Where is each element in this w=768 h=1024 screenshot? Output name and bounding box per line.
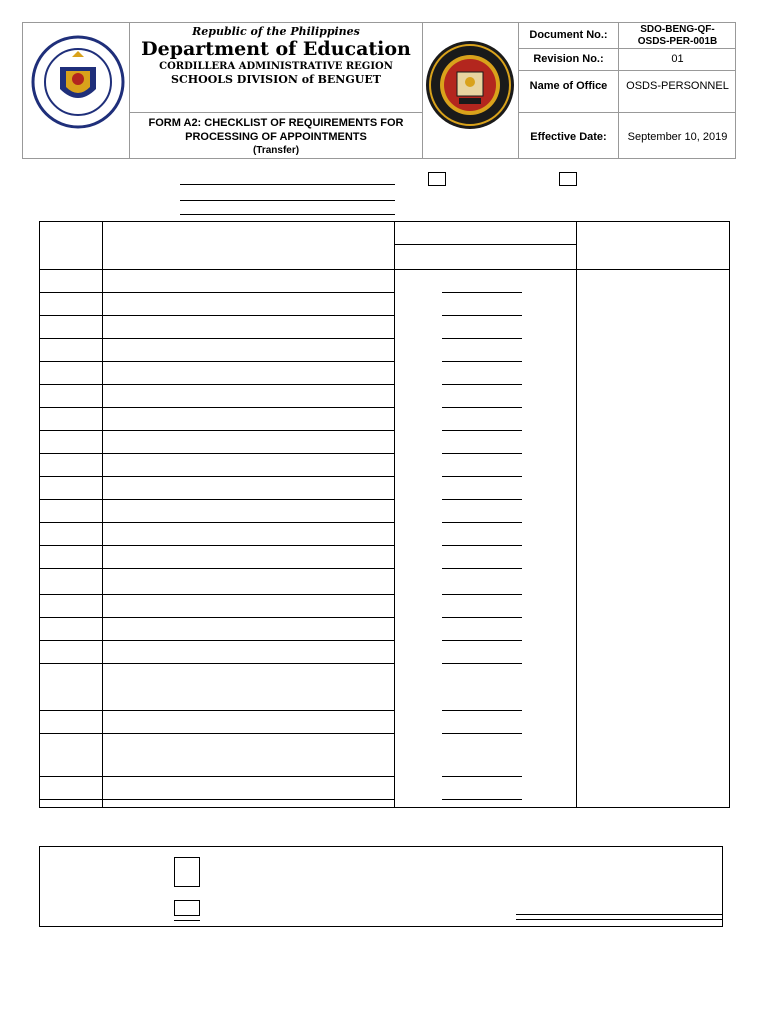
header-divider	[518, 70, 736, 71]
form-title-line2: PROCESSING OF APPOINTMENTS	[185, 131, 367, 143]
submitted-blank-line[interactable]	[442, 315, 522, 316]
header-subdivider	[394, 244, 576, 245]
table-row-line	[39, 640, 394, 641]
header-bottom-line	[39, 269, 730, 270]
table-row-line	[39, 617, 394, 618]
table-row-line	[39, 361, 394, 362]
region-name: CORDILLERA ADMINISTRATIVE REGION	[159, 61, 393, 72]
table-row-line	[39, 453, 394, 454]
submitted-blank-line[interactable]	[442, 292, 522, 293]
form-subtitle: (Transfer)	[252, 145, 300, 156]
table-row-line	[39, 799, 394, 800]
department-name: Department of Education	[141, 38, 411, 60]
table-row-line	[39, 776, 394, 777]
office-name-label: Name of Office	[529, 80, 608, 92]
submitted-blank-line[interactable]	[442, 710, 522, 711]
submitted-blank-line[interactable]	[442, 430, 522, 431]
submitted-blank-line[interactable]	[442, 640, 522, 641]
division-name: SCHOOLS DIVISION of BENGUET	[171, 73, 381, 86]
column-divider	[576, 221, 577, 269]
column-divider	[394, 221, 395, 808]
table-row-line	[39, 315, 394, 316]
submitted-blank-line[interactable]	[442, 384, 522, 385]
document-number-label: Document No.:	[529, 29, 608, 41]
submitted-blank-line[interactable]	[442, 338, 522, 339]
submitted-blank-line[interactable]	[442, 733, 522, 734]
table-row-line	[39, 407, 394, 408]
checkbox-incomplete[interactable]	[174, 900, 200, 916]
document-number-value	[619, 24, 736, 48]
table-row-line	[39, 338, 394, 339]
republic-line: Republic of the Philippines	[192, 25, 360, 38]
checkbox-complete[interactable]	[174, 857, 200, 887]
submitted-blank-line[interactable]	[442, 453, 522, 454]
submitted-blank-line[interactable]	[442, 799, 522, 800]
submitted-blank-line[interactable]	[442, 617, 522, 618]
table-row-line	[39, 476, 394, 477]
table-row-line	[39, 545, 394, 546]
header-divider	[129, 112, 422, 113]
deped-seal	[30, 27, 126, 137]
submitted-blank-line[interactable]	[442, 476, 522, 477]
table-row-line	[39, 594, 394, 595]
submitted-blank-line[interactable]	[442, 361, 522, 362]
revision-number-value: 01	[671, 53, 684, 65]
submitted-blank-line[interactable]	[442, 776, 522, 777]
table-row-line	[39, 499, 394, 500]
submitted-blank-line[interactable]	[442, 663, 522, 664]
office-name-value: OSDS-PERSONNEL	[626, 80, 729, 92]
checklist-table	[39, 221, 730, 808]
header-divider	[518, 112, 736, 113]
table-row-line	[39, 710, 394, 711]
document-number-line2: OSDS-PER-001B	[637, 36, 718, 47]
table-row-line	[39, 522, 394, 523]
column-divider	[102, 221, 103, 808]
submitted-blank-line[interactable]	[442, 522, 522, 523]
submitted-blank-line[interactable]	[442, 407, 522, 408]
table-row-line	[39, 663, 394, 664]
revision-number-label: Revision No.:	[533, 53, 604, 65]
division-seal	[423, 38, 517, 132]
school-field-line[interactable]	[180, 214, 395, 215]
checkbox-option-1[interactable]	[428, 172, 446, 186]
checkbox-option-2[interactable]	[559, 172, 577, 186]
form-title-line1: FORM A2: CHECKLIST OF REQUIREMENTS FOR	[148, 117, 404, 129]
signature-line-2[interactable]	[516, 919, 723, 920]
table-row-line	[39, 733, 394, 734]
header-divider	[518, 48, 736, 49]
submitted-blank-line[interactable]	[442, 499, 522, 500]
submitted-blank-line[interactable]	[442, 594, 522, 595]
table-row-line	[39, 384, 394, 385]
table-row-line	[39, 292, 394, 293]
signature-line-1[interactable]	[516, 914, 723, 915]
document-number-line1: SDO-BENG-QF-	[640, 24, 715, 35]
submitted-blank-line[interactable]	[442, 545, 522, 546]
position-field-line[interactable]	[180, 200, 395, 201]
table-row-line	[39, 430, 394, 431]
table-row-line	[39, 568, 394, 569]
checkbox-underline	[174, 920, 200, 921]
effective-date-label: Effective Date:	[530, 131, 607, 143]
column-divider	[576, 269, 577, 808]
name-field-line[interactable]	[180, 184, 395, 185]
submitted-blank-line[interactable]	[442, 568, 522, 569]
effective-date-value: September 10, 2019	[627, 131, 728, 143]
